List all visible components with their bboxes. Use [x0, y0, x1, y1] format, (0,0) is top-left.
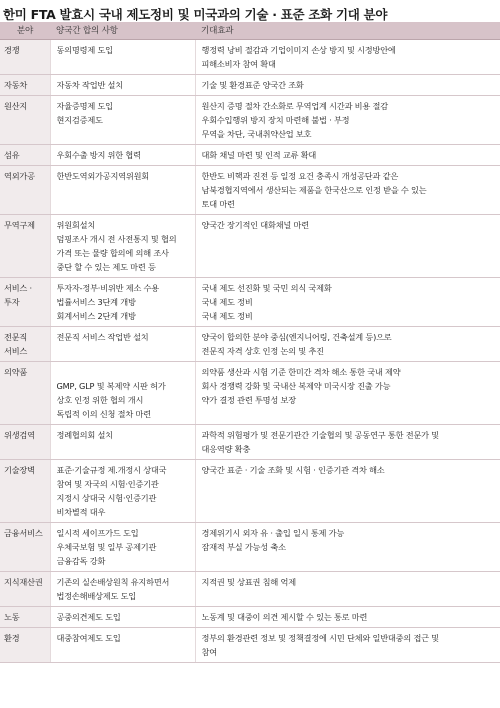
- row-effect-line: 지적권 및 상표권 침해 억제: [201, 577, 296, 587]
- row-agreement-line: 덤핑조사 개시 전 사전통지 및 협의: [56, 234, 177, 244]
- row-field-line: 무역구제: [4, 220, 35, 230]
- row-agreement-line: [57, 365, 190, 379]
- row-agreement-line: 표준·기술규정 제.개정시 상대국: [56, 465, 167, 475]
- row-field-line: 원산지: [4, 101, 28, 111]
- row-agreement-line: 중단 할 수 있는 제도 마련 등: [56, 262, 156, 272]
- row-agreement: [50, 75, 195, 96]
- row-effect: [195, 607, 500, 628]
- row-agreement-line: 한반도역외가공지역위원회: [56, 171, 150, 181]
- row-effect: [195, 40, 500, 75]
- row-agreement: [50, 572, 195, 607]
- row-agreement-line: 투자자-정부·비위반 제소 수용: [56, 283, 159, 293]
- row-effect: [195, 278, 500, 327]
- row-agreement-line: 우체국보험 및 일부 공제기관: [56, 542, 157, 552]
- row-field-line: 의약품: [4, 367, 28, 377]
- row-field-line: 환경: [4, 633, 20, 643]
- row-field: [0, 75, 50, 96]
- row-effect: [195, 75, 500, 96]
- row-effect: [195, 215, 500, 278]
- row-field-line: 자동차: [4, 80, 28, 90]
- row-field-line: 노동: [4, 612, 20, 622]
- row-effect: [195, 460, 500, 523]
- row-field: [0, 40, 50, 75]
- table-row: [0, 40, 500, 75]
- row-field-line: 역외가공: [4, 171, 35, 181]
- row-agreement-line: 우회수출 방지 위한 협력: [56, 150, 141, 160]
- row-field: [0, 145, 50, 166]
- row-field-line: 위생검역: [4, 430, 35, 440]
- row-agreement: [50, 145, 195, 166]
- row-field: [0, 628, 50, 663]
- row-effect: [195, 628, 500, 663]
- row-agreement-line: 법률서비스 3단계 개방: [56, 297, 136, 307]
- row-agreement: [50, 460, 195, 523]
- row-field: [0, 572, 50, 607]
- row-agreement: [50, 628, 195, 663]
- row-agreement-line: 상호 인정 위한 협의 개시: [56, 395, 144, 405]
- row-field: [0, 362, 50, 425]
- row-agreement-line: 참여 및 자국의 시험·인증기관: [56, 479, 159, 489]
- row-field-line: 서비스 ·: [4, 283, 32, 293]
- row-effect-line: 양국간 장기적인 대화채널 마련: [201, 220, 309, 230]
- row-agreement-line: 위원회설치: [56, 220, 96, 230]
- header-effect: 기대효과: [195, 22, 500, 40]
- row-field: [0, 607, 50, 628]
- row-field-line: 금융서비스: [4, 528, 43, 538]
- row-effect-line: 경제위기시 외자 유 · 출입 일시 통제 가능: [201, 528, 345, 538]
- table-row: [0, 327, 500, 362]
- row-effect: [195, 425, 500, 460]
- row-field-line: 서비스: [4, 346, 28, 356]
- row-effect-line: 과학적 위험평가 및 전문기관간 기술협의 및 공동연구 통한 전문가 및: [201, 430, 439, 440]
- header-agreement: 양국간 합의 사항: [50, 22, 195, 40]
- row-agreement-line: 자율증명제 도입: [56, 101, 113, 111]
- row-effect-line: 약가 결정 관련 투명성 보장: [201, 395, 296, 405]
- row-agreement-line: 금융감독 강화: [56, 556, 106, 566]
- row-effect: [195, 523, 500, 572]
- row-effect-line: 국내 제도 선진화 및 국민 의식 국제화: [201, 283, 332, 293]
- row-agreement-line: 법정손해배상제도 도입: [56, 591, 136, 601]
- table-row: [0, 145, 500, 166]
- row-agreement-line: 기존의 실손배상원칙 유지하면서: [56, 577, 170, 587]
- row-field-line: 경쟁: [4, 45, 20, 55]
- row-agreement-line: 일시적 세이프가드 도입: [56, 528, 139, 538]
- row-field: [0, 278, 50, 327]
- table-row: [0, 215, 500, 278]
- header-field: 분야: [0, 22, 50, 40]
- row-effect-line: 행정력 낭비 절감과 기업이미지 손상 방지 및 시정방안에: [201, 45, 396, 55]
- row-agreement: [50, 166, 195, 215]
- row-effect: [195, 572, 500, 607]
- row-effect: [195, 96, 500, 145]
- row-field: [0, 215, 50, 278]
- row-field: [0, 523, 50, 572]
- row-effect-line: 기술 및 환경표준 양국간 조화: [201, 80, 304, 90]
- table-header-row: [0, 22, 500, 40]
- table-row: [0, 607, 500, 628]
- row-effect: [195, 166, 500, 215]
- row-field-line: 투자: [4, 297, 20, 307]
- row-effect-line: 한반도 비핵과 진전 등 일정 요건 충족시 개성공단과 같은: [201, 171, 399, 181]
- row-agreement-line: 공중의견제도 도입: [56, 612, 121, 622]
- page-title: 한미 FTA 발효시 국내 제도정비 및 미국과의 기술 · 표준 조화 기대 분야: [3, 7, 388, 22]
- row-agreement: [50, 278, 195, 327]
- row-effect-line: 정부의 환경관련 정보 및 정책결정에 시민 단체와 일반대중의 접근 및: [201, 633, 439, 643]
- row-agreement: [50, 523, 195, 572]
- row-field-line: 섬유: [4, 150, 20, 160]
- row-effect-line: 잠재적 부실 가능성 축소: [201, 542, 286, 552]
- row-effect-line: 대응역량 확충: [201, 444, 251, 454]
- table-row: [0, 75, 500, 96]
- row-effect: [195, 327, 500, 362]
- row-agreement-line: 정례협의회 설치: [56, 430, 113, 440]
- row-field: [0, 96, 50, 145]
- row-effect-line: 원산지 증명 절차 간소화로 무역업계 시간과 비용 절감: [201, 101, 388, 111]
- row-agreement-line: 가격 또는 물량 합의에 의해 조사: [56, 248, 169, 258]
- fta-table: [0, 22, 500, 663]
- row-effect-line: 대화 채널 마련 및 인적 교류 확대: [201, 150, 317, 160]
- row-agreement: [50, 327, 195, 362]
- row-agreement-line: 대중참여제도 도입: [56, 633, 121, 643]
- row-agreement-line: 전문직 서비스 작업반 설치: [56, 332, 149, 342]
- row-agreement: [50, 607, 195, 628]
- row-field: [0, 327, 50, 362]
- row-effect: [195, 145, 500, 166]
- row-field: [0, 425, 50, 460]
- row-agreement-line: 독립적 이의 신청 절차 마련: [56, 409, 151, 419]
- row-effect-line: 의약품 생산과 시험 기준 한미간 격차 해소 통한 국내 제약: [201, 367, 401, 377]
- row-effect-line: 우회수입행위 방지 장치 마련해 불법 · 부정: [201, 115, 350, 125]
- table-row: [0, 362, 500, 425]
- table-row: [0, 96, 500, 145]
- row-effect-line: 회사 경쟁력 강화 및 국내산 복제약 미국시장 진출 가능: [201, 381, 391, 391]
- row-agreement-line: 지정시 상대국 시험·인증기관: [56, 493, 157, 503]
- row-effect-line: 양국이 합의한 분야 중심(엔지니어링, 건축설계 등)으로: [201, 332, 392, 342]
- row-effect-line: 전문직 자격 상호 인정 논의 및 추진: [201, 346, 324, 356]
- row-effect-line: 노동계 및 대중이 의견 제시할 수 있는 통로 마련: [201, 612, 368, 622]
- row-agreement: [50, 96, 195, 145]
- row-effect-line: 피해소비자 참여 확대: [201, 59, 276, 69]
- row-field-line: 기술장벽: [4, 465, 35, 475]
- row-field-line: 전문직: [4, 332, 28, 342]
- row-field: [0, 460, 50, 523]
- table-row: [0, 425, 500, 460]
- row-agreement: [50, 362, 195, 425]
- row-agreement-line: GMP, GLP 및 복제약 시판 허가: [56, 381, 166, 391]
- table-row: [0, 460, 500, 523]
- row-agreement-line: 동의명령제 도입: [56, 45, 113, 55]
- row-agreement-line: 비차별적 대우: [56, 507, 106, 517]
- row-agreement-line: 현지검증제도: [56, 115, 103, 125]
- row-effect-line: 국내 제도 정비: [201, 297, 253, 307]
- row-field-line: 지식재산권: [4, 577, 43, 587]
- table-row: [0, 628, 500, 663]
- row-agreement-line: 회계서비스 2단계 개방: [56, 311, 136, 321]
- table-row: [0, 523, 500, 572]
- row-effect-line: 남북경협지역에서 생산되는 제품을 한국산으로 인정 받을 수 있는: [201, 185, 427, 195]
- table-row: [0, 278, 500, 327]
- row-field: [0, 166, 50, 215]
- row-agreement: [50, 425, 195, 460]
- row-effect-line: 토대 마련: [201, 199, 235, 209]
- row-effect: [195, 362, 500, 425]
- row-agreement: [50, 40, 195, 75]
- row-effect-line: 참여: [201, 647, 217, 657]
- row-agreement-line: 자동차 작업반 설치: [56, 80, 123, 90]
- table-row: [0, 166, 500, 215]
- row-effect-line: 국내 제도 정비: [201, 311, 253, 321]
- row-effect-line: 무역을 차단, 국내취약산업 보호: [201, 129, 312, 139]
- row-agreement: [50, 215, 195, 278]
- row-effect-line: 양국간 표준 · 기술 조화 및 시험 · 인증기관 격차 해소: [201, 465, 385, 475]
- table-row: [0, 572, 500, 607]
